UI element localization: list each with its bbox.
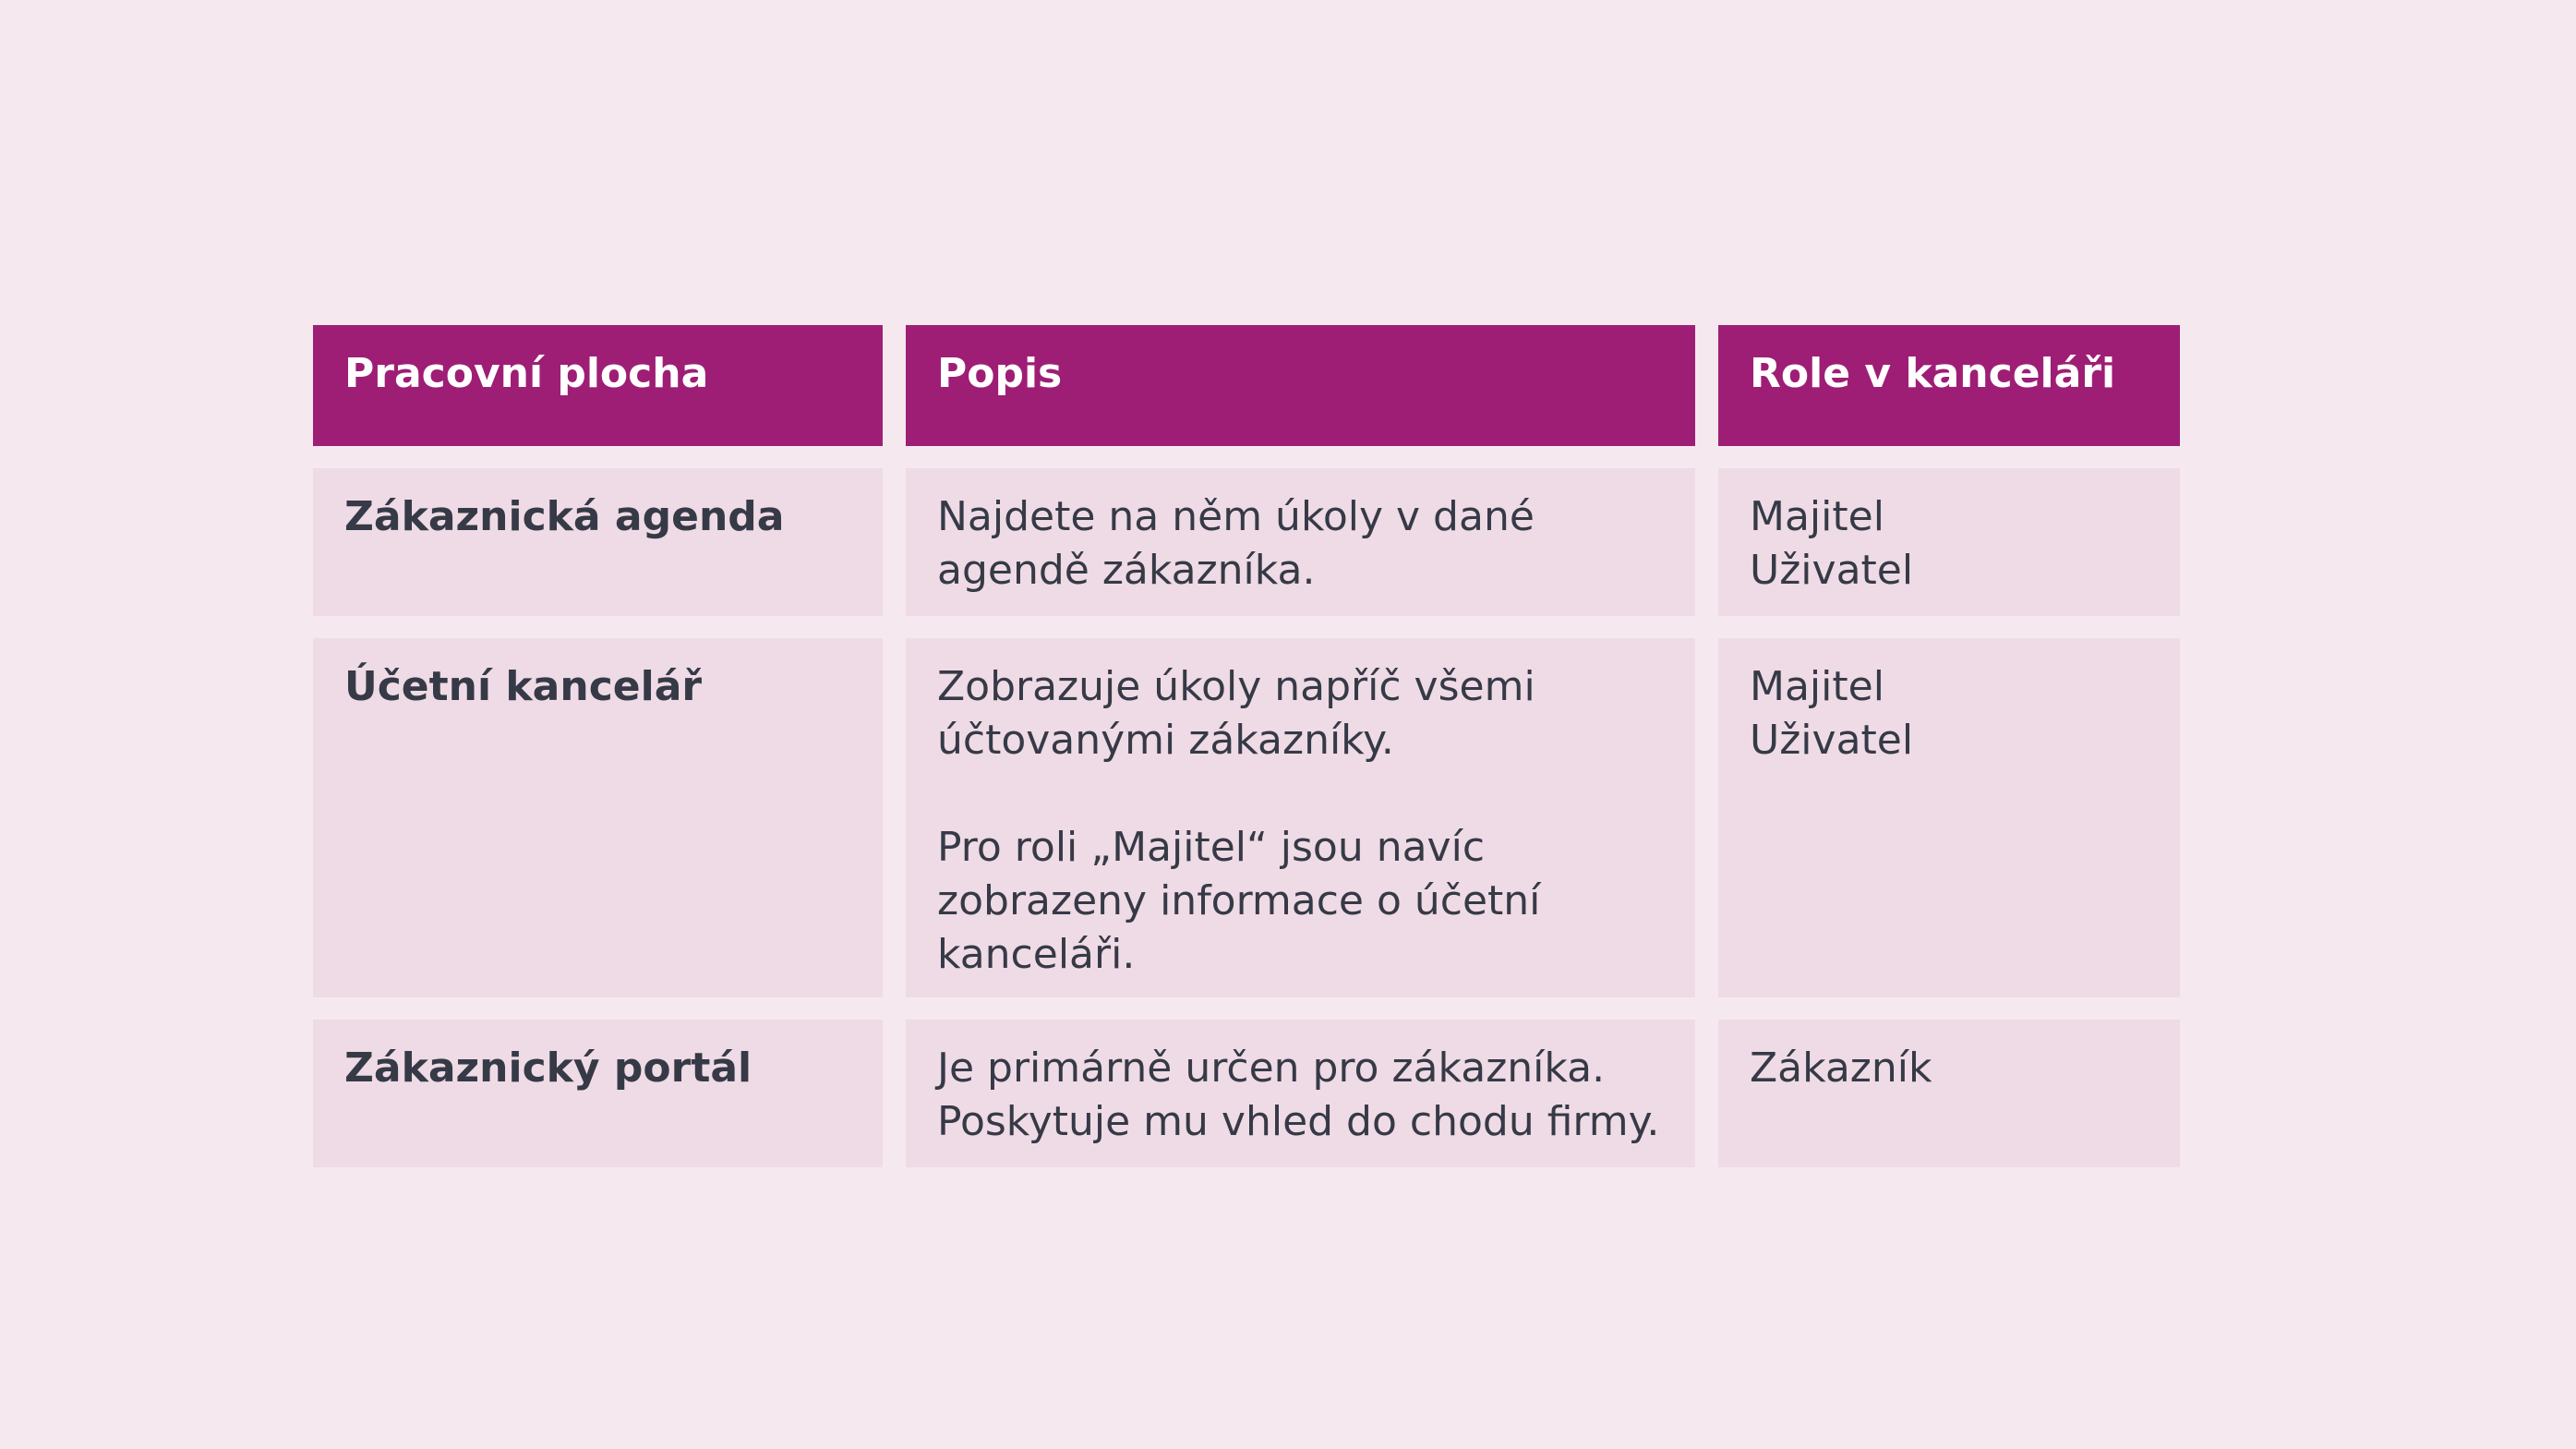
header-description: Popis [906, 325, 1695, 446]
header-roles: Role v kanceláři [1718, 325, 2180, 446]
row-3-workspace: Zákaznický portál [313, 1020, 883, 1167]
header-workspace: Pracovní plocha [313, 325, 883, 446]
row-1-roles: Majitel Uživatel [1718, 468, 2180, 616]
row-3-description: Je primárně určen pro zákazníka. Poskytuje mu vhled do chodu firmy. [906, 1020, 1695, 1167]
row-2-workspace: Účetní kancelář [313, 638, 883, 997]
workspaces-table [313, 325, 2180, 1167]
row-1-workspace: Zákaznická agenda [313, 468, 883, 616]
row-2-roles: Majitel Uživatel [1718, 638, 2180, 997]
row-2-description: Zobrazuje úkoly napříč všemi účtovanými zákazníky. Pro roli „Majitel“ jsou navíc zobrazeny informace o účetní kanceláři. [906, 638, 1695, 997]
row-3-roles: Zákazník [1718, 1020, 2180, 1167]
row-1-description: Najdete na něm úkoly v dané agendě zákazníka. [906, 468, 1695, 616]
